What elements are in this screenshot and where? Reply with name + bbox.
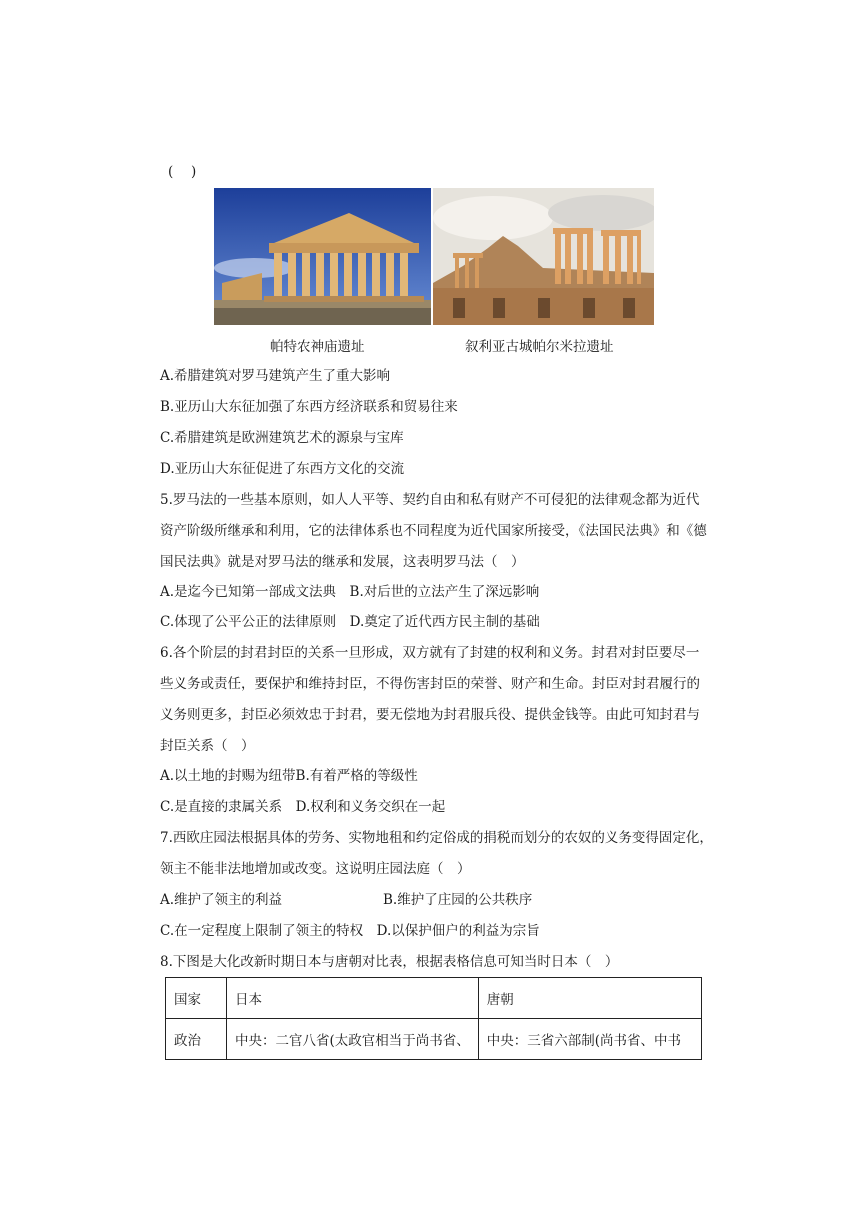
q5-stem-line: 资产阶级所继承和利用，它的法律体系也不同程度为近代国家所接受，《法国民法典》和《德 (160, 523, 707, 539)
q5-stem-line: 5.罗马法的一些基本原则，如人人平等、契约自由和私有财产不可侵犯的法律观念都为近代 (160, 492, 700, 508)
q6-stem-line: 6.各个阶层的封君封臣的关系一旦形成，双方就有了封建的权利和义务。封君对封臣要尽一 (160, 645, 700, 661)
q7-option-a: A.维护了领主的利益 (160, 892, 283, 908)
table-cell: 中央：三省六部制(尚书省、中书 (478, 1019, 701, 1060)
palmyra-photo (433, 188, 654, 325)
question-paren: ( ) (168, 164, 197, 180)
q4-option-c: C.希腊建筑是欧洲建筑艺术的源泉与宝库 (160, 430, 404, 446)
q7-stem-line: 领主不能非法地增加或改变。这说明庄园法庭（ ） (160, 861, 471, 877)
table-cell: 中央：二官八省(太政官相当于尚书省、 (227, 1019, 479, 1060)
q6-stem-line: 封臣关系（ ） (160, 738, 255, 754)
q6-options-cd: C.是直接的隶属关系 D.权利和义务交织在一起 (160, 799, 446, 815)
q5-options-cd: C.体现了公平公正的法律原则 D.奠定了近代西方民主制的基础 (160, 614, 540, 630)
q4-option-b: B.亚历山大东征加强了东西方经济联系和贸易往来 (160, 399, 458, 415)
table-header-cell: 唐朝 (478, 978, 701, 1019)
q5-stem-line: 国民法典》就是对罗马法的继承和发展，这表明罗马法（ ） (160, 554, 525, 570)
table-cell: 政治 (166, 1019, 227, 1060)
q8-stem: 8.下图是大化改新时期日本与唐朝对比表，根据表格信息可知当时日本（ ） (160, 954, 619, 970)
q4-option-d: D.亚历山大东征促进了东西方文化的交流 (160, 461, 405, 477)
q6-stem-line: 义务则更多，封臣必须效忠于封君，要无偿地为封君服兵役、提供金钱等。由此可知封君与 (160, 707, 700, 723)
q7-options-cd: C.在一定程度上限制了领主的特权 D.以保护佃户的利益为宗旨 (160, 923, 540, 939)
q4-option-a: A.希腊建筑对罗马建筑产生了重大影响 (160, 368, 391, 384)
q7-stem-line: 7.西欧庄园法根据具体的劳务、实物地租和约定俗成的捐税而划分的农奴的义务变得固定化， (160, 830, 713, 846)
table-header-cell: 日本 (227, 978, 479, 1019)
table-header-cell: 国家 (166, 978, 227, 1019)
table-row (166, 1019, 702, 1060)
q7-option-b: B.维护了庄园的公共秩序 (383, 892, 533, 908)
q6-stem-line: 些义务或责任，要保护和维持封臣，不得伤害封臣的荣誉、财产和生命。封臣对封君履行的 (160, 676, 700, 692)
parthenon-caption: 帕特农神庙遗址 (270, 339, 365, 355)
comparison-table (165, 977, 702, 1060)
parthenon-photo (214, 188, 431, 325)
table-row (166, 978, 702, 1019)
q5-options-ab: A.是迄今已知第一部成文法典 B.对后世的立法产生了深远影响 (160, 584, 540, 600)
palmyra-caption: 叙利亚古城帕尔米拉遗址 (465, 339, 614, 355)
q6-options-ab: A.以土地的封赐为纽带B.有着严格的等级性 (160, 768, 418, 784)
